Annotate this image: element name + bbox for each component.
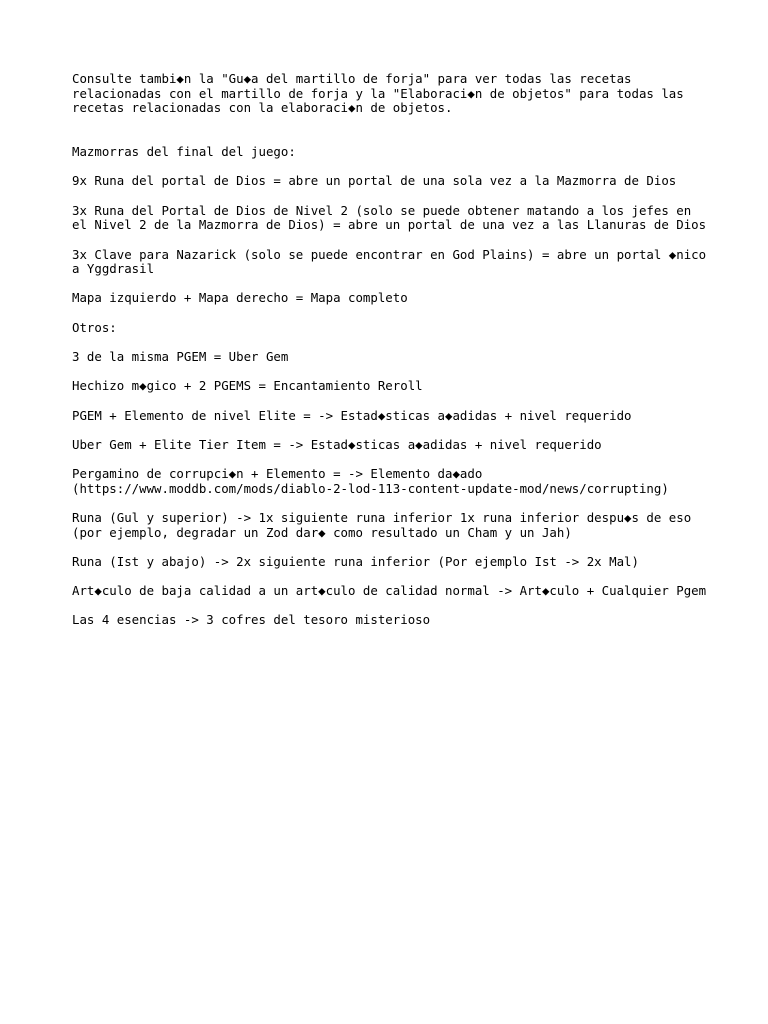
recipe-line: Runa (Gul y superior) -> 1x siguiente runa inferior 1x runa inferior despu◆s de eso (por ejemplo, degradar un Zod dar◆ como resultado un Cham y un Jah) bbox=[72, 510, 692, 540]
recipe-line: Las 4 esencias -> 3 cofres del tesoro misterioso bbox=[72, 612, 431, 628]
recipe-line: Hechizo m◆gico + 2 PGEMS = Encantamiento Reroll bbox=[72, 378, 423, 394]
recipe-line: Uber Gem + Elite Tier Item = -> Estad◆sticas a◆adidas + nivel requerido bbox=[72, 436, 602, 452]
recipe-line: 3 de la misma PGEM = Uber Gem bbox=[72, 349, 289, 365]
recipe-line: 9x Runa del portal de Dios = abre un portal de una sola vez a la Mazmorra de Dios bbox=[72, 173, 677, 189]
section-heading-others: Otros: bbox=[72, 319, 117, 335]
recipe-line: Pergamino de corrupci◆n + Elemento = -> Elemento da◆ado (https://www.moddb.com/mods/diablo-2-lod-113-content-update-mod/news/corrupting) bbox=[72, 466, 669, 496]
recipe-line: 3x Clave para Nazarick (solo se puede encontrar en God Plains) = abre un portal ◆nico a Yggdrasil bbox=[72, 246, 707, 277]
recipe-line: PGEM + Elemento de nivel Elite = -> Estad◆sticas a◆adidas + nivel requerido bbox=[72, 407, 632, 423]
recipe-line: Mapa izquierdo + Mapa derecho = Mapa completo bbox=[72, 290, 408, 306]
section-heading-endgame-dungeons: Mazmorras del final del juego: bbox=[72, 144, 296, 160]
recipe-line: Art◆culo de baja calidad a un art◆culo de calidad normal -> Art◆culo + Cualquier Pgem bbox=[72, 583, 707, 599]
recipe-line: 3x Runa del Portal de Dios de Nivel 2 (solo se puede obtener matando a los jefes en el Nivel 2 de la Mazmorra de Dios) = abre un portal de una vez a las Llanuras de Dios bbox=[72, 202, 707, 233]
recipe-line: Runa (Ist y abajo) -> 2x siguiente runa inferior (Por ejemplo Ist -> 2x Mal) bbox=[72, 553, 639, 569]
intro-paragraph: Consulte tambi◆n la "Gu◆a del martillo de forja" para ver todas las recetas relacionadas con el martillo de forja y la "Elaboraci◆n de objetos" para todas las recetas relacionadas con la elaboraci◆n de objetos. bbox=[72, 71, 684, 116]
